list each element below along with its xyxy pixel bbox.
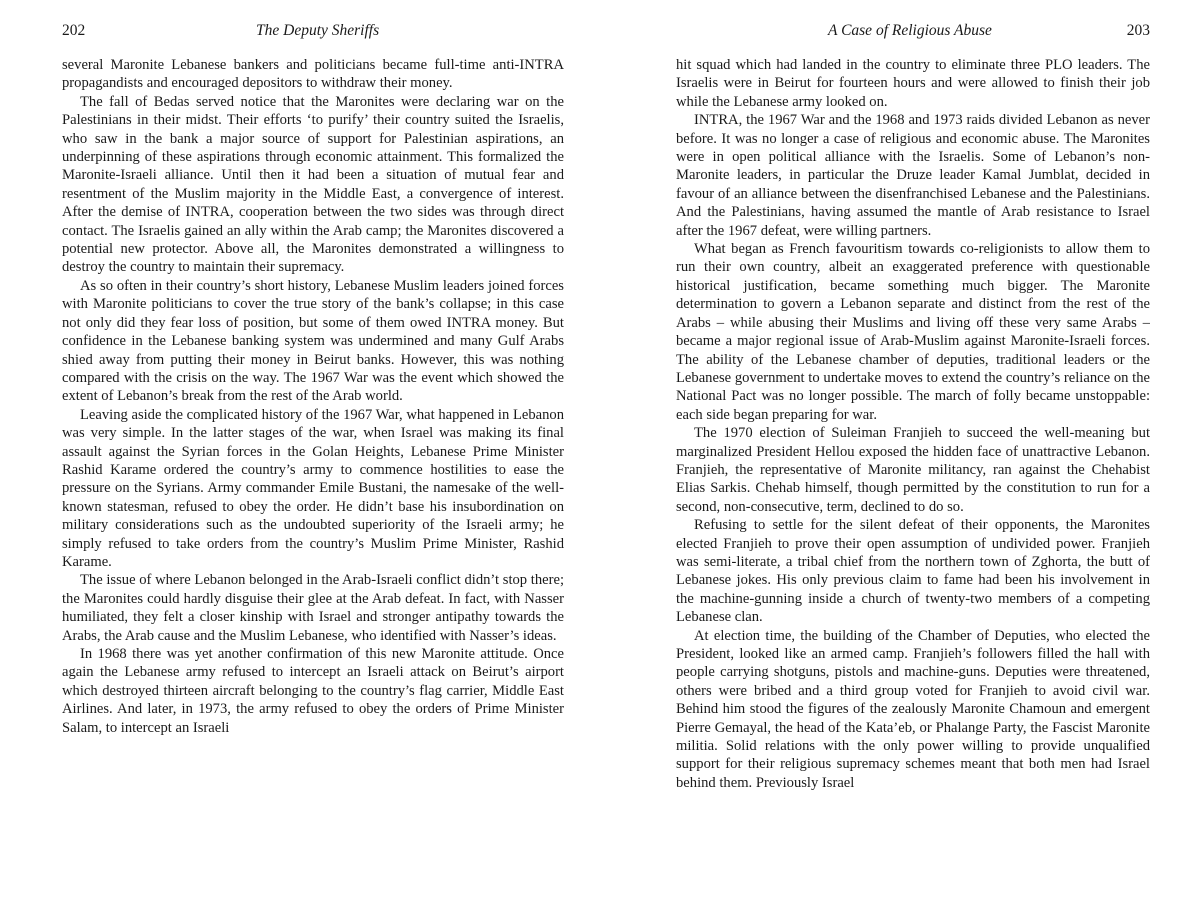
paragraph: The issue of where Lebanon belonged in the Arab-Israeli conflict didn’t stop there; the Maronites could hardly disguise their glee at the Arab defeat. In fact, with Nasser humiliated, they felt a closer kinship with Israel and stronger antipathy towards the Arabs, the Arab cause and the Muslim Lebanese, who identified with Nasser’s ideas. xyxy=(62,572,564,644)
running-head-title: A Case of Religious Abuse xyxy=(828,22,992,39)
paragraph: hit squad which had landed in the country to eliminate three PLO leaders. The Israelis were in Beirut for fourteen hours and were allowed to finish their job while the Lebanese army looked on. xyxy=(676,57,1150,110)
running-head-right xyxy=(676,22,1150,46)
paragraph: As so often in their country’s short history, Lebanese Muslim leaders joined forces with Maronite politicians to cover the true story of the bank’s collapse; in this case not only did they fear loss of position, but some of them owed INTRA money. But confidence in the Lebanese banking system was undermined and many Gulf Arabs shied away from putting their money in Beirut banks. However, this was nothing compared with the crisis on the way. The 1967 War was the event which showed the extent of Lebanon’s break from the rest of the Arab world. xyxy=(62,277,564,405)
running-head-title: The Deputy Sheriffs xyxy=(256,22,380,39)
paragraph: The fall of Bedas served notice that the Maronites were declaring war on the Palestinians in their midst. Their efforts ‘to purify’ their country suited the Israelis, who saw in the bank a major source of support for Palestinian aspirations, an underpinning of these aspirations through economic attainment. This formalized the Maronite-Israeli alliance. Until then it had been a situation of mutual fear and resentment of the Muslim majority in the Middle East, a convergence of interest. After the demise of INTRA, cooperation between the two sides was through direct contact. The Israelis gained an ally within the Arab camp; the Maronites discovered a potential new protector. Above all, the Maronites demonstrated a willingness to destroy the country to maintain their supremacy. xyxy=(62,93,564,276)
page-number: 202 xyxy=(62,22,86,39)
paragraph: several Maronite Lebanese bankers and politicians became full-time anti-INTRA propagandists and encouraged depositors to withdraw their money. xyxy=(62,57,564,92)
right-page xyxy=(676,0,1150,898)
paragraph: In 1968 there was yet another confirmation of this new Maronite attitude. Once again the Lebanese army refused to intercept an Israeli attack on Beirut’s airport which destroyed thirteen aircraft belonging to the country’s flag carrier, Middle East Airlines. And later, in 1973, the army refused to obey the orders of Prime Minister Salam, to intercept an Israeli xyxy=(62,646,564,736)
paragraph: At election time, the building of the Chamber of Deputies, who elected the President, looked like an armed camp. Franjieh’s followers filled the hall with people carrying shotguns, pistols and machine-guns. Deputies were threatened, others were bribed and a third group voted for Franjieh to avoid civil war. Behind him stood the figures of the zealously Maronite Chamoun and emergent Pierre Gemayal, the head of the Kata’eb, or Phalange Party, the Fascist Maronite militia. Solid relations with the only power willing to provide unqualified support for their religious supremacy schemes meant that both men had Israel behind them. Previously Israel xyxy=(676,627,1150,791)
page-number: 203 xyxy=(1126,22,1150,39)
body-text-right xyxy=(676,56,1150,792)
paragraph: Refusing to settle for the silent defeat of their opponents, the Maronites elected Franjieh to prove their open assumption of undivided power. Franjieh was semi-literate, a tribal chief from the northern town of Zghorta, the butt of Lebanese jokes. His only previous claim to fame had been his involvement in the machine-gunning inside a church of twenty-two members of a competing Lebanese clan. xyxy=(676,517,1150,626)
running-head-left xyxy=(62,22,564,46)
paragraph: INTRA, the 1967 War and the 1968 and 1973 raids divided Lebanon as never before. It was no longer a case of religious and economic abuse. The Maronites were in open political alliance with the Israelis. Some of Lebanon’s non-Maronite leaders, in particular the Druze leader Kamal Jumblat, decided in favour of an alliance between the disenfranchised Lebanese and the Palestinians. And the Palestinians, having assumed the mantle of Arab resistance to Israel after the 1967 defeat, were willing partners. xyxy=(676,112,1150,239)
paragraph: The 1970 election of Suleiman Franjieh to succeed the well-meaning but marginalized President Hellou exposed the hidden face of unattractive Lebanon. Franjieh, the representative of Maronite militancy, ran against the Chehabist Elias Sarkis. Chehab himself, though permitted by the constitution to run for a second, non-consecutive, term, declined to do so. xyxy=(676,425,1150,515)
paragraph: What began as French favouritism towards co-religionists to allow them to run their own country, albeit an exaggerated preference with questionable historical justification, became something much bigger. The Maronite determination to govern a Lebanon separate and distinct from the rest of the Arabs – while abusing their Muslims and living off these very same Arabs – became a major regional issue of Arab-Muslim against Maronite-Israeli forces. The ability of the Lebanese chamber of deputies, traditional leaders or the Lebanese government to undertake moves to extend the country’s reliance on the National Pact was no longer possible. The march of folly became unstoppable: each side began preparing for war. xyxy=(676,241,1150,423)
paragraph: Leaving aside the complicated history of the 1967 War, what happened in Lebanon was very simple. In the latter stages of the war, when Israel was making its final assault against the Syrian forces in the Golan Heights, Lebanese Prime Minister Rashid Karame ordered the country’s army to commence hostilities to ease the pressure on the Syrians. Army commander Emile Bustani, the namesake of the well-known statesman, refused to obey the order. He didn’t base his insubordination on military considerations such as the undoubted superiority of the Israeli army; he simply refused to take orders from the country’s Muslim Prime Minister, Rashid Karame. xyxy=(62,406,564,570)
body-text-left xyxy=(62,56,564,737)
left-page xyxy=(62,0,564,898)
